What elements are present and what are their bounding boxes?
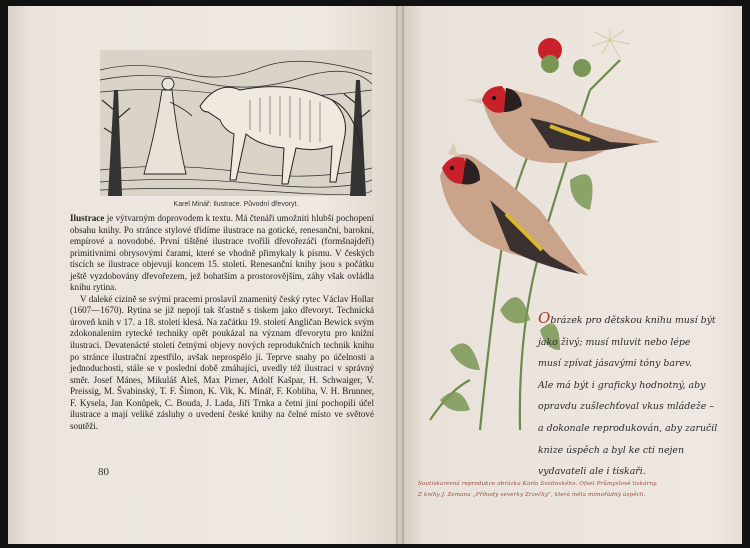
- paragraph-1-text: je výtvarným doprovodem k textu. Má čtenáři umožniti hlubší pochopení obsahu knihy. Po stránce stylové třídíme ilustrace na gotické, renesanční, barokní, empírové a novodobé. První tištěné ilustrace tvořili dřevořezáči (formšnajdeři) primitivními obrysovými čarami, které se vhodně přimykaly k písmu. V českých tiscích se ilustrace objevují koncem 15. století. Renesanční knihy jsou s počátku ještě vyzdobovány dřevořezem, jež bohatším a prostorovějším, záhy však ovládla knihu rytina.: [70, 213, 374, 293]
- paragraph-1: [70, 213, 374, 294]
- poem: [538, 308, 738, 483]
- poem-line-3: musí zpívat jásavými tóny barev.: [538, 358, 693, 370]
- credit-line-1: Soutiskarevná reprodukce obrázku Karla Svolinského. Ofset Průmyslové tiskárny.: [418, 481, 658, 487]
- poem-line-7: knize úspěch a byl ke cti nejen: [538, 444, 684, 456]
- woodcut-illustration: [100, 50, 372, 196]
- image-credit: [418, 479, 738, 501]
- credit-line-2: Z knihy J. Zemana „Příhody veverky Zrzečky", která měla mimořádný úspěch.: [418, 491, 646, 498]
- poem-line-5: opravdu zušlechťoval vkus mládeže –: [538, 401, 714, 413]
- article-body: [70, 213, 374, 432]
- poem-line-2: jako živý; musí mluvit nebo lépe: [538, 336, 691, 348]
- book-gutter: [396, 6, 404, 544]
- paragraph-2: V daleké cizině se svými pracemi proslavil znamenitý český rytec Václav Hollar (1607—1670). Rytina se již nepojí tak šťastně s tiskem jako dřevoryt. Technická úroveň knih v 17. a 18. století klesá. Na začátku 19. století Angličan Bewick svým zdokonalením rytecké techniky opět poukázal na význam dřevorytu pro knižní ilustraci. Devatenácté století četnými objevy nových reprodukčních technik knihu po stránce ilustrační zpestřilo, avšak neprospělo jí. Teprve snahy po účelnosti a jednoduchosti, stále se v poslední době zmáhající, uvedly též ilustraci v správný směr. Josef Mánes, Mikuláš Aleš, Max Pirner, Adolf Kašpar, H. Schwaiger, V. Preissig, M. Švabinský, T. F. Šimon, K. Vik, K. Minář, F. Kobliha, V. H. Brunner, F. Kysela, Jan Konůpek, C. Bouda, J. Lada, Jiří Trnka a četní jiní pochopili účel ilustrace a mají veliké zásluhy o uvedení české knihy na čelné místo ve světové soutěži.: [70, 293, 374, 431]
- poem-line-8: vydavateli ale i tiskaři.: [538, 466, 646, 478]
- poem-line-4: Ale má být i graficky hodnotný, aby: [538, 379, 706, 391]
- page-number: 80: [98, 466, 109, 478]
- poem-line-6: a dokonale reprodukován, aby zaručil: [538, 422, 718, 434]
- lead-word: Ilustrace: [70, 213, 105, 223]
- poem-line-1: Obrázek pro dětskou knihu musí být: [538, 309, 716, 327]
- illustration-caption: Karel Minář: Ilustrace. Původní dřevoryt.: [173, 201, 299, 208]
- poem-dropcap: O: [538, 309, 551, 327]
